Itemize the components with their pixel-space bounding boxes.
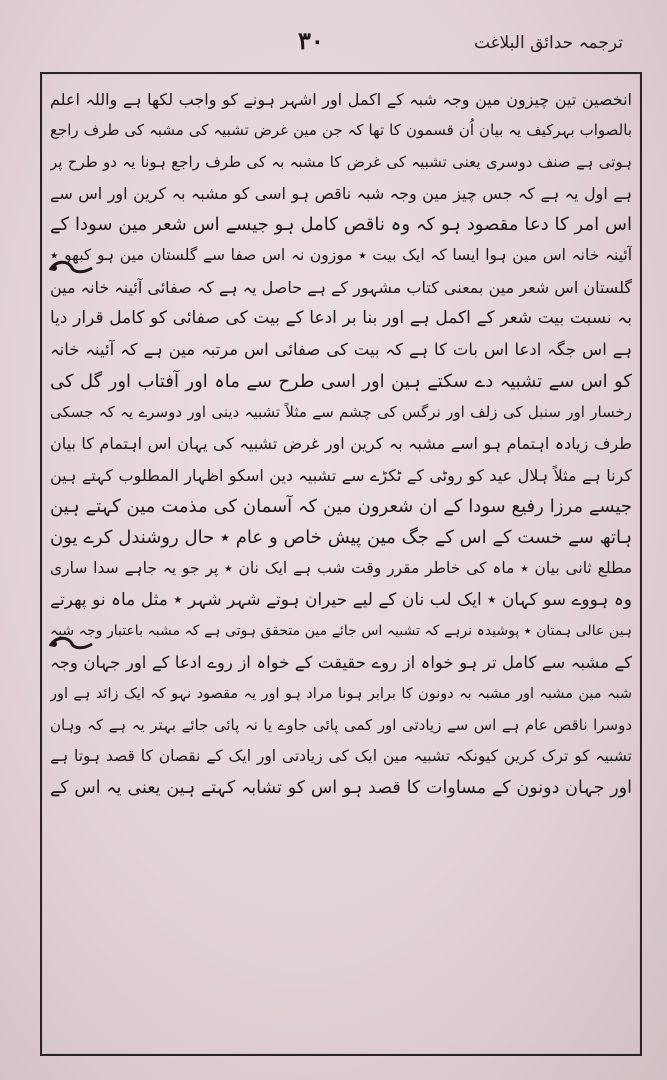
body-text (50, 84, 632, 804)
text-line: کرنا ہے مثلاً ہلال عید کو روٹی کے ٹکڑے سے تشبیہ دین اسکو اظہار المطلوب کہتے ہین (50, 465, 632, 485)
text-line: ہاتھ سے خست کے اس کے جگ مین پیش خاص و عام ٭ حال روشندل کرے یون (50, 527, 632, 549)
text-line: کے مشبہ سے کامل تر ہو خواہ از روے حقیقت کے خواہ از روے ادعا کے اور جہان وجہ (50, 653, 632, 673)
page-number: ۳۰ (298, 26, 324, 55)
text-line: کو اس سے تشبیہ دے سکتے ہین اور اسی طرح سے ماہ اور آفتاب اور گل کی (50, 370, 632, 392)
verse-marker-icon (46, 632, 96, 656)
text-line: بہ نسبت بیت شعر کے اکمل ہے اور بنا بر ادعا کے بیت کی صفائی کو کامل قرار دیا (50, 308, 632, 329)
text-line: طرف زیادہ اہتمام ہو اسے مشبہ بہ کرین اور غرض تشبیہ کی یہان اس اہتمام کا بیان (50, 434, 632, 454)
text-line: مطلع ثانی بیان ٭ ماہ کی خاطر مقرر وقت شب ہے ایک نان ٭ پر جو یہ جاہے سدا ساری (50, 559, 632, 578)
text-line: آئینہ خانہ اس مین ہوا ایسا کہ ایک بیت ٭ موزون نہ اس صفا سے گلستان مین ہو کبھو ٭ (50, 246, 632, 265)
text-line: جیسے مرزا رفیع سودا کے ان شعرون مین کہ آسمان کی مذمت مین کہتے ہین (50, 495, 632, 517)
text-line: گلستان اس شعر مین بمعنی کتاب مشہور کے ہے حاصل یہ ہے کہ صفائی آئینہ خانہ مین (50, 277, 632, 297)
text-line: دوسرا ناقص عام ہے اس سے زیادتی اور کمی پائی جاوے یا نہ پائی جائے بہتر یہ ہے کہ وہان (50, 715, 632, 734)
text-line: ہوتی ہے صنف دوسری یعنی تشبیہ کی غرض کا مشبہ بہ کی طرف راجع ہونا یہ دو طرح پر (50, 152, 632, 171)
verse-marker-icon (46, 256, 96, 280)
text-line: رخسار اور سنبل کی زلف اور نرگس کی چشم سے مثلاً تشبیہ دینی اور دوسرے یہ کہ جسکی (50, 402, 632, 421)
running-title: ترجمہ حدائق البلاغت (473, 33, 623, 53)
text-line: ہے اول یہ ہے کہ جس چیز مین وجہ شبہ ناقص ہو اسی کو مشبہ بہ کرین اور اس سے (50, 183, 632, 203)
text-line: تشبیہ کو ترک کرین کیونکہ تشبیہ مین ایک کی زیادتی اور ایک کے نقصان کا قصد ہوتا ہے (50, 747, 632, 766)
text-line: اور جہان دونون کے مساوات کا قصد ہو اس کو تشابہ کہتے ہین یعنی یہ اس کے (50, 777, 632, 798)
text-line: اس امر کا دعا مقصود ہو کہ وہ ناقص کامل ہو جیسے اس شعر مین سودا کے (50, 214, 632, 236)
text-line: ہے اس جگہ ادعا اس بات کا ہے کہ بیت کی صفائی اس مرتبہ مین ہے کہ آئینہ خانہ (50, 340, 632, 360)
text-line: شبہ مین مشبہ اور مشبہ بہ دونون کا برابر ہونا مراد ہو اور یہ مقصود نہو کہ ایک زائد ہے اور (50, 685, 632, 702)
text-line: ہین عالی ہمتان ٭ پوشیدہ نرہے کہ تشبیہ اس جائے مین متحقق ہوتی ہے کہ مشبہ باعتبار وجہ شبہ (50, 623, 632, 640)
text-line: بالصواب بہرکیف یہ بیان اُن قسمون کا تھا کہ جن مین غرض تشبیہ کی مشبہ کی طرف راجع (50, 121, 632, 140)
text-line: وہ ہووے سو کہان ٭ ایک لب نان کے لیے حیران ہوتے شہر شہر ٭ مثل ماہ نو پھرتے (50, 589, 632, 610)
text-line: انخصین تین چیزون مین وجہ شبہ کے اکمل اور اشہر ہونے کو واجب لکھا ہے واللہ اعلم (50, 90, 632, 109)
